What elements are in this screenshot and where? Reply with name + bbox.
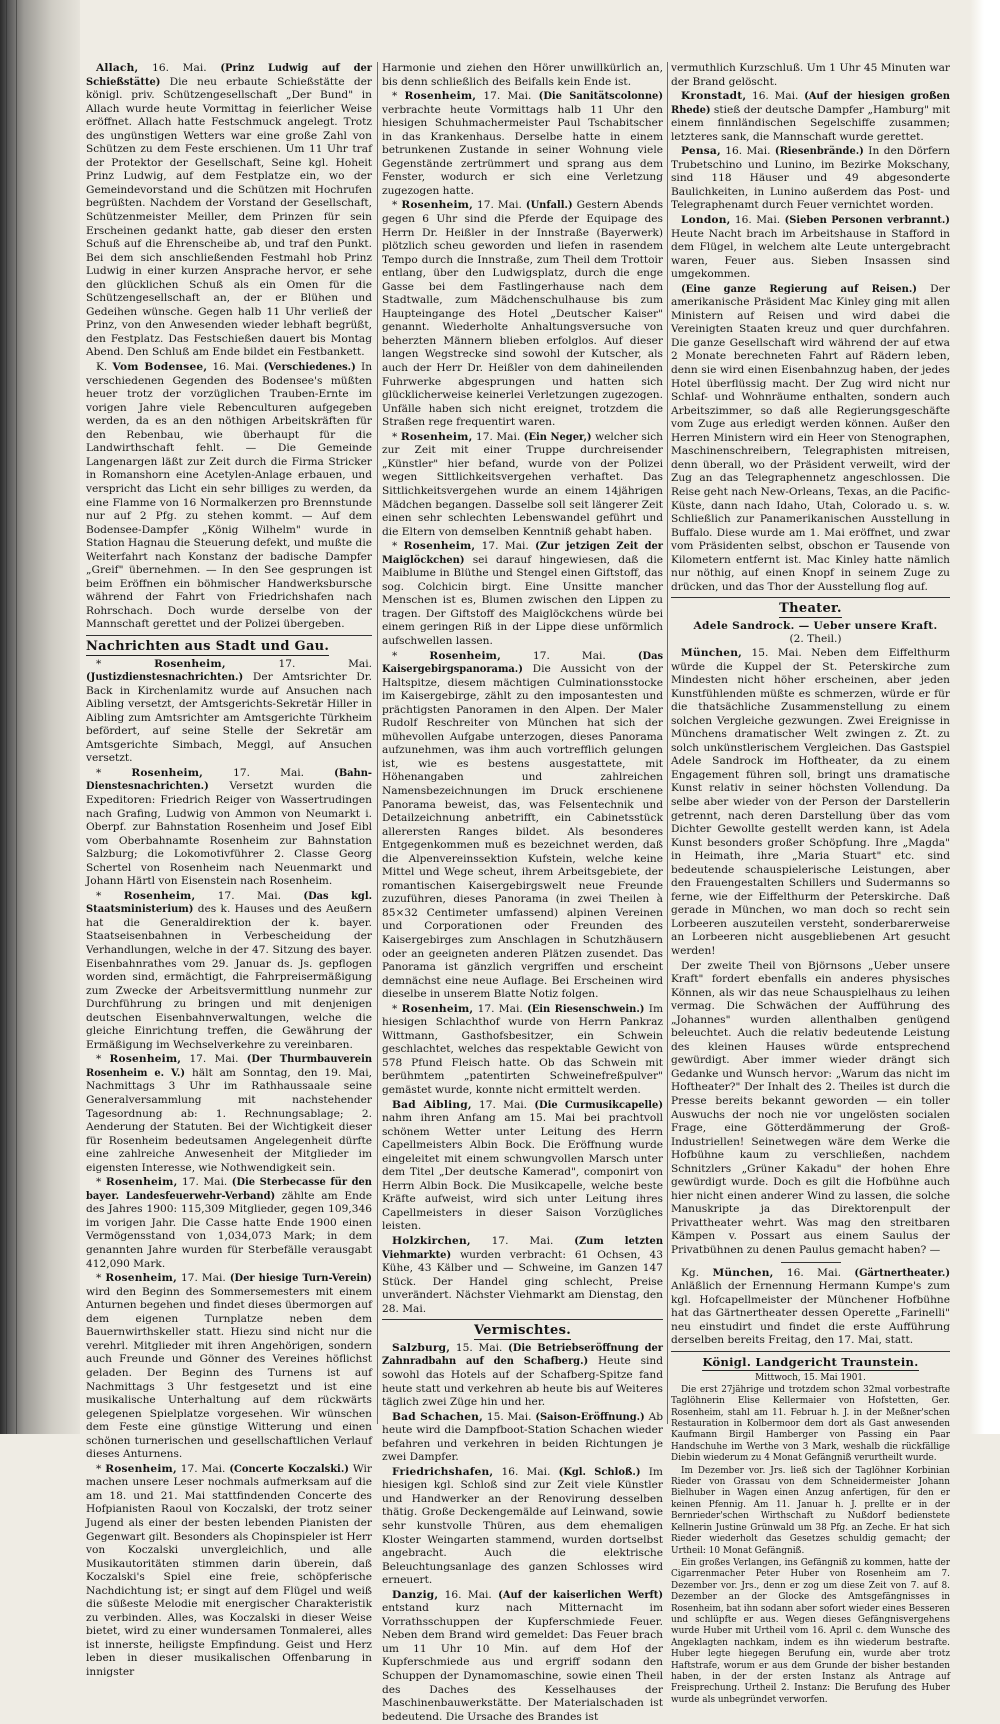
article-theater-muenchen: München, 15. Mai. Neben dem Eiffelthurm würde die Kuppel der St. Peterskirche zum Mindesten nicht höher erscheinen, aber jeden Kunstfühlenden müßte es schmerzen, würde er für die thatsächliche Zusammenstellung zu einem solchen Vergleiche gezwungen. Zwei Ereignisse in Münchens dramatischer Welt zwingen z. Zt. zu solch unkünstlerischem Vergleichen. Das Gastspiel Adele Sandrock im Hoftheater, da zu einem Engagement führen soll, bringt uns dramatische Kunst relativ in seiner höchsten Vollendung. Da selbe aber wieder von der Person der Darstellerin getrennt, nach deren Darstellung über das vom Dichter Gewollte gestellt werden kann, ist Adela Kunst besonders großer Schöpfung. Ihre „Magda" in Heimath, ihre „Maria Stuart" etc. sind bedeutende schauspielerische Leistungen, aber den Frauengestalten Schillers und Sudermanns so ferne, wie der Eiffelthurm der Peterskirche. Daß gerade in München, wo man doch so recht sein Lorbeeren auszuteilen versteht, sonderbarerweise an Lorbeeren nicht ausgebliebenen Art gesucht werden! — [671, 646, 951, 957]
section-heading-theater: Theater. — [779, 601, 842, 617]
article-pensa: Pensa, 16. Mai. (Riesenbrände.) In den Dörfern Trubetschino und Lunino, im Bezirke Mokschany, sind 118 Häuser und 49 abgesonderte Baulichkeiten, in Lunino außerdem das Post- und Telegraphenamt durch Feuer vernichtet worden. — [671, 145, 951, 212]
article-salzburg: Salzburg, 15. Mai. (Die Betriebseröffnung der Zahnradbahn auf den Schafberg.) Heute sind sowohl das Hotels auf der Schafberg-Spitze fand heute statt und verkehren ab heute bis auf Weiteres täglich zwei Züge hin und her. — [382, 1341, 663, 1409]
article-unfall: * Rosenheim, 17. Mai. (Unfall.) Gestern Abends gegen 6 Uhr sind die Pferde der Equipage des Herrn Dr. Heißler in der Innstraße (Bayerwerk) plötzlich scheu geworden und liefen in rasendem Tempo durch die Innstraße, zum Theil dem Trottoir entlang, über den Ludwigsplatz, durch die enge Gasse bei dem Fastlingerhause nach dem Stadtwalle, zum Mädchenschulhause bis zum Haupteingange des Hotel „Deutscher Kaiser" genannt. Wiederholte Anhaltungsversuche von beherzten Männern blieben erfolglos. Auf dieser langen Wegstrecke sind sowohl der Kutscher, als auch der Herr Dr. Heißler von dem dahineilenden Fuhrwerke abgesprungen und hatten sich glücklicherweise keinerlei Verletzungen zugezogen. Unfälle haben sich nicht ereignet, trotzdem die Straßen rege frequentirt waren. — [382, 199, 664, 429]
book-binding-gutter — [0, 0, 80, 1434]
article-gaertnertheater: Kg. München, 16. Mai. (Gärtnertheater.) Anläßlich der Ernennung Hermann Kumpe's zum kgl. Hofcapellmeister der Münchener Hofbühne hat das Gärtnertheater dessen Operette „Farinelli" neu einstudirt und findet die erste Aufführung derselben bereits Freitag, den 17. Mai, statt. — [671, 1266, 951, 1347]
section-heading-landgericht: Königl. Landgericht Traunstein. — [671, 1356, 950, 1372]
section-rule — [86, 635, 372, 636]
article-separator — [781, 1262, 841, 1263]
page-right-margin — [970, 0, 1000, 1434]
court-report: Im Dezember vor. Jrs. ließ sich der Taglöhner Korbinian Rieder von Grassau von dem Schneidermeister Johann Bielhuber in Wagen einen Anzug anfertigen, für den er keinen Pfennig. Am 11. Januar h. J. prellte er in der Bernrieder'schen Wirthschaft zu Nußdorf bedienstete Kellnerin Justine Grünwald um 38 Pfg. an Zeche. Er hat sich Rieder wiederholt das Gesetzes schuldig gemacht; der Urtheil: 10 Monat Gefängniß. — [671, 1465, 950, 1556]
article-friedrichshafen: Friedrichshafen, 16. Mai. (Kgl. Schloß.) Im hiesigen kgl. Schloß sind zur Zeit viele Künstler und Handwerker an der Renovirung desselben thätig. Große Deckengemälde auf Leinwand, sowie sehr kunstvolle Thüren, aus dem ehemaligen Kloster Weingarten stammend, wurden dortselbst angebracht. Auch die elektrische Beleuchtungsanlage des ganzen Schlosses wird erneuert. — [382, 1465, 663, 1587]
article-kronstadt: Kronstadt, 16. Mai. (Auf der hiesigen großen Rhede) stieß der deutsche Dampfer „Hamburg" mit einem finnländischen Segelschiffe zusammen; letzteres sank, die Mannschaft wurde gerettet. — [671, 90, 950, 143]
section-heading-vermischtes: Vermischtes. — [473, 1323, 572, 1339]
article-koczalski: * Rosenheim, 17. Mai. (Concerte Koczalski.) Wir machen unsere Leser nochmals aufmerksam auf die am 18. und 21. Mai stattfindenden Concerte des Hofpianisten Raoul von Koczalski, der trotz seiner Jugend als einer der besten lebenden Pianisten der Gegenwart gilt. Besonders als Chopinspieler ist Herr von Koczalski unvergleichlich, und alle Musikautoritäten stimmen darin überein, daß Koczalski's Spiel eine freie, schöpferische Nachdichtung ist; er singt auf dem Flügel und weiß die süßeste Melodie mit energischer Charakteristik zu verbinden. Alles, was Koczalski in dieser Weise bietet, wird zu einer wundersamen Tonmalerei, alles ist innerste, heiligste Empfindung. Geist und Herz leben in dieser musikalischen Offenbarung in innigster — [86, 1462, 372, 1678]
article-staatsministerium: * Rosenheim, 17. Mai. (Das kgl. Staatsministerium) des k. Hauses und des Aeußern hat die Generaldirektion der k. bayer. Staatseisenbahnen in Verbescheidung der Verhandlungen, welche in der 47. Sitzung des bayer. Eisenbahnrathes vom 29. Januar ds. Js. gepflogen worden sind, ermächtigt, die Fahrpreisermäßigung zum Zwecke der Arbeitsvermittlung nunmehr zur Durchführung zu bringen und mit denjenigen deutschen Eisenbahnverwaltungen, welche die gleiche Einrichtung treffen, die Gewährung der Ermäßigung im Wechselverkehre zu vereinbaren. — [86, 889, 373, 1051]
column-2 — [382, 62, 664, 1723]
article-verhaftung: * Rosenheim, 17. Mai. (Ein Neger,) welcher sich zur Zeit mit einer Truppe durchreisender „Künstler" hier befand, wurde von der Polizei wegen Sittlichkeitsvergehen verhaftet. Das Sittlichkeitsvergehen wurde an einem 14jährigen Mädchen begangen. Dasselbe soll seit längerer Zeit einen sehr schlechten Lebenswandel geführt und die Eltern von demselben Kenntniß gehabt haben. — [382, 430, 663, 538]
article-danzig-continued: vermuthlich Kurzschluß. Um 1 Uhr 45 Minuten war der Brand gelöscht. — [671, 62, 950, 88]
article-panorama: * Rosenheim, 17. Mai. (Das Kaisergebirgspanorama.) Die Aussicht von der Haltspitze, diesem mächtigen Culminationsstocke im Kaisergebirge, zählt zu den imposantesten und prächtigsten Panoramen in den Alpen. Der Maler Rudolf Reschreiter von München hat sich der mühevollen Aufgabe unterzogen, dieses Panorama aufzunehmen, was ihm auch vortrefflich gelungen ist, wie es bestens ausgestattete, mit Höhenangaben und zahlreichen Namensbezeichnungen im Druck erschienene Panorama beweist, das, was Felsentechnik und Detailzeichnung anbetrifft, ein Cabinetsstück allerersten Ranges bildet. Als besonderes Entgegenkommen muß es bezeichnet werden, daß die Alpenvereinssektion Kufstein, welche keine Mittel und Wege scheut, ihrem Arbeitsgebiete, der romantischen Kaisergebirgswelt neue Freunde zuzuführen, dieses Panorama (in zwei Theilen à 85×32 Centimeter umfassend) alpinen Vereinen und Corporationen oder Freunden des Kaisergebirges zum Anschlagen in Schutzhäusern oder an geeigneten anderen Plätzen zusendet. Das Panorama ist gänzlich vergriffen und erscheint demnächst eine neue Auflage. Bei Erscheinen wird dieselbe in unserem Blatte Notiz folgen. — [382, 649, 664, 1001]
article-riesenschwein: * Rosenheim, 17. Mai. (Ein Riesenschwein.) Im hiesigen Schlachthof wurde von Herrn Pankraz Wittmann, Gasthofsbesitzer, ein Schwein geschlachtet, welches das respektable Gewicht von 578 Pfund Fleisch hatte. Ob das Schwein mit berühmtem „patentirten Schweinefreßpulver" gemästet wurde, konnte nicht ermittelt werden. — [382, 1002, 664, 1097]
section-rule — [671, 1351, 950, 1352]
theater-subheading: Adele Sandrock. — Ueber unsere Kraft. — [693, 619, 938, 632]
column-1 — [86, 62, 373, 1678]
court-report: Die erst 27jährige und trotzdem schon 32mal vorbestrafte Taglöhnerin Elise Kellermaier von Hofstetten, Ger. Rosenheim, stahl am 11. Februar h. J. in der Meßner'schen Restauration in Kolbermoor dem dort als Gast anwesenden Kaufmann Birgil Hamberger von Passing ein Paar Handschuhe im Werthe von 3 Mark, weshalb die rückfällige Diebin wiederum zu 4 Monat Gefängniß verurtheilt wurde. — [671, 1384, 950, 1464]
article-holzkirchen: Holzkirchen, 17. Mai. (Zum letzten Viehmarkte) wurden verbracht: 61 Ochsen, 43 Kühe, 43 Kälber und — Schweine, im Ganzen 147 Stück. Der Handel ging schlecht, Preise unverändert. Nächster Viehmarkt am Dienstag, den 28. Mai. — [382, 1235, 663, 1315]
column-rule — [667, 62, 668, 1424]
article-sanitaetscolonne: * Rosenheim, 17. Mai. (Die Sanitätscolonne) verbrachte heute Vormittags halb 11 Uhr den hiesigen Schuhmachermeister Paul Tschabitscher in das Krankenhaus. Derselbe hatte in einem betrunkenen Zustande in seiner Wohnung viele Gegenstände zertrümmert und sprang aus dem Fenster, wodurch er sich eine Verletzung zugezogen hatte. — [382, 90, 663, 197]
column-3 — [671, 62, 951, 1705]
article-maigloeckchen: * Rosenheim, 17. Mai. (Zur jetzigen Zeit der Maiglöckchen) sei darauf hingewiesen, daß die Maiblume in Blüthe und Stengel einen Giftstoff, das sog. Colchicin birgt. Eine Unsitte mancher Menschen ist es, Blumen zwischen den Lippen zu tragen. Der Giftstoff des Maiglöckchens würde bei einem geringen Riß in der Lippe diese unförmlich aufschwellen lassen. — [382, 540, 664, 647]
article-sterbecasse: * Rosenheim, 17. Mai. (Die Sterbecasse für den bayer. Landesfeuerwehr-Verband) zählte am Ende des Jahres 1900: 115,309 Mitglieder, gegen 109,346 im vorigen Jahr. Die Casse hatte Ende 1900 einen Vermögensstand von 1,034,073 Mark; in dem genannten Jahre wurden für Sterbefälle verausgabt 412,090 Mark. — [86, 1176, 372, 1270]
binding-edge-line — [6, 0, 7, 1434]
article-regierung-reisen: (Eine ganze Regierung auf Reisen.) Der amerikanische Präsident Mac Kinley ging mit allen Ministern auf Reisen und wird dabei die Vereinigten Staaten kreuz und quer durchfahren. Die ganze Gesellschaft wird während der auf etwa 2 Monate berechneten Fahrt auf Rädern leben, denn sie wird einen Eisenbahnzug haben, der jedes Hotel überflüssig macht. Der Zug wird nicht nur Schlaf- und Wohnräume enthalten, sondern auch Arbeitszimmer, so daß alle Regierungsgeschäfte vom Zuge aus erledigt werden können. Außer den Herren Ministern wird ein Heer von Stenographen, Maschinenschreibern, Telegraphisten mitreisen, denn überall, wo der Präsident verweilt, wird der Zug an das Telegraphennetz angeschlossen. Die Reise geht nach New-Orleans, Texas, an die Pacific-Küste, dann nach Idaho, Utah, Colorado u. s. w. Schließlich zur Panamerikanischen Ausstellung in Buffalo. Diese wurde am 1. Mai eröffnet, und zwar vom Präsidenten selbst, obschon er Tausende von Kilometern entfernt ist. Mac Kinley hatte nämlich nur nöthig, auf einen Knopf in seinem Zuge zu drücken, und das Thor der Ausstellung flog auf. — [671, 282, 950, 593]
section-heading-local-news: Nachrichten aus Stadt und Gau. — [86, 638, 330, 654]
article-allach: Allach, 16. Mai. (Prinz Ludwig auf der Schießstätte) Die neu erbaute Schießstätte der königl. priv. Schützengesellschaft „Der Bund" in Allach wurde heute Vormittag in feierlicher Weise eröffnet. Allach hatte Festschmuck angelegt. Trotz des ungünstigen Wetters war eine große Zahl von Schützen zu dem Feste erschienen. Um 11 Uhr traf der Protektor der Gesellschaft, Seine kgl. Hoheit Prinz Ludwig, auf dem Festplatze ein, wo der Gemeindevorstand und die Schützen mit Hochrufen begrüßten. Nachdem der Vorstand der Gesellschaft, Schützenmeister Meiller, dem Prinzen für sein Erscheinen gedankt hatte, gab dieser den ersten Schuß auf die Ehrenscheibe ab, und traf den Punkt. Bei dem sich anschließenden Festmahl hob Prinz Ludwig in einer kurzen Ansprache hervor, er sehe den glücklichen Schuß als ein Omen für die Schützengesellschaft an, der er Blühen und Gedeihen wünsche. Gegen halb 11 Uhr verließ der Prinz, von den Anwesenden wieder lebhaft begrüßt, den Festplatz. Das Festschießen dauert bis Montag Abend. Den Schluß am Ende bildet ein Festbankett. — [86, 62, 372, 359]
section-rule — [382, 1319, 663, 1320]
column-rule — [377, 62, 378, 1424]
article-london: London, 16. Mai. (Sieben Personen verbrannt.) Heute Nacht brach im Arbeitshause in Stafford in dem Flügel, in welchem alte Leute untergebracht waren, Feuer aus. Sieben Insassen sind umgekommen. — [671, 214, 950, 281]
article-bad-schachen: Bad Schachen, 15. Mai. (Saison-Eröffnung.) Ab heute wird die Dampfboot-Station Schachen wieder befahren und verkehren in beiden Richtungen je zwei Dampfer. — [382, 1410, 664, 1464]
article-bad-aibling: Bad Aibling, 17. Mai. (Die Curmusikcapelle) nahm ihren Anfang am 15. Mai bei prachtvoll schönem Wetter unter Leitung des Herrn Capellmeisters Albin Bock. Die Eröffnung wurde eingeleitet mit einem schwungvollen Marsch unter dem Titel „Der deutsche Kamerad", componirt von Herrn Albin Bock. Die Musikcapelle, welche beste Kräfte aufweist, wird sich unter Leitung ihres Capellmeisters in dieser Saison Vorzügliches leisten. — [382, 1098, 664, 1233]
court-report: Ein großes Verlangen, ins Gefängniß zu kommen, hatte der Cigarrenmacher Peter Huber von Rosenheim am 7. Dezember vor. Jrs., denn er zog um diese Zeit von 7. auf 8. Dezember an der Glocke des Amtsgefängnisses in Rosenheim, bat ihn sodann aber sofort wieder eines Besseren und schlüpfte er aus. Wegen dieses Gefängnisvergehens wurde Huber mit Urtheil vom 16. April c. dem Wunsche des Angeklagten nachkam, indem es ihn wiederum bestrafte. Huber legte hiegegen Berufung ein, wurde aber trotz Haftstrafe, worum er aus dem Grunde der bisher bestanden haben, in der der ersten Instanz als Antrage auf Freisprechung. Urtheil 2. Instanz: Die Berufung des Huber wurde als unbegründet verworfen. — [671, 1557, 950, 1705]
article-danzig: Danzig, 16. Mai. (Auf der kaiserlichen Werft) entstand kurz nach Mitternacht im Vorrathsschuppen der Kupferschmiede Feuer. Neben dem Brand wird gemeldet: Das Feuer brach um 11 Uhr 10 Min. auf dem Hof der Kupferschmiede aus und ergriff sodann den Schuppen der Dynamomaschine, sowie einen Theil des Daches des Kesselhauses der Maschinenbauwerkstätte. Der Materialschaden ist bedeutend. Die Ursache des Brandes ist — [382, 1588, 663, 1723]
court-reports — [671, 1385, 950, 1706]
article-bodensee: K. Vom Bodensee, 16. Mai. (Verschiedenes.) In verschiedenen Gegenden des Bodensee's müßten heuer trotz der vorzüglichen Trauben-Ernte im vorigen Jahre viele Rebenculturen aufgegeben werden, da es an den nöthigen Arbeitskräften für den Rebenbau, wie überhaupt für die Landwirthschaft fehlt. — Die Gemeinde Langenargen läßt zur Zeit durch die Firma Stricker in Romanshorn eine Acetylen-Anlage erbauen, und verspricht das Licht ein sehr billiges zu werden, da eine Flamme von 16 Normalkerzen pro Brennstunde nur auf 2 Pfg. zu stehen kommt. — Auf dem Bodensee-Dampfer „König Wilhelm" wurde in Station Hagnau die Steuerung defekt, und mußte die Weiterfahrt nach Konstanz der badische Dampfer „Greif" übernehmen. — In den See gesprungen ist beim Eröffnen ein böhmischer Handwerksbursche während der Fahrt von Friedrichshafen nach Rohrschach. Doch wurde derselbe von der Mannschaft gerettet und der Polizei übergeben. — [86, 361, 373, 631]
section-rule — [671, 597, 950, 598]
article-turnverein: * Rosenheim, 17. Mai. (Der hiesige Turn-Verein) wird den Beginn des Sommersemesters mit einem Anturnen begehen und findet dieses übermorgen auf dem eigenen Turnplatze neben dem Bauernwirthskeller statt. Hiezu sind nicht nur die verehrl. Mitglieder mit ihren Angehörigen, sondern auch Freunde und Gönner des Vereines höflichst geladen. Der Beginn des Turnens ist auf Nachmittags 3 Uhr festgesetzt und ist eine musikalische Unterhaltung auf dem rückwärts gelegenen Spielplatze vorgesehen. Wir wünschen dem Feste eine günstige Witterung und einen schönen turnerischen und gesellschaftlichen Verlauf dieses Anturnens. — [86, 1272, 372, 1461]
article-bahn: * Rosenheim, 17. Mai. (Bahn-Dienstesnachrichten.) Versetzt wurden die Expeditoren: Friedrich Reiger von Wassertrudingen nach Grafing, Ludwig von Ammon von Neumarkt i. Oberpf. zur Bahnstation Rosenheim und Josef Eibl vom Oberbahnamte Rosenheim zur Bahnstation Salzburg; die Lokomotivführer 2. Classe Georg Schertel von Rosenheim nach Neuenmarkt und Johann Härtl von Eisenstein nach Rosenheim. — [86, 766, 373, 888]
article-thurmbauverein: * Rosenheim, 17. Mai. (Der Thurmbauverein Rosenheim e. V.) hält am Sonntag, den 19. Mai, Nachmittags 3 Uhr im Rathhaussaale seine Generalversammlung mit nachstehender Tagesordnung ab: 1. Rechnungsablage; 2. Aenderung der Statuten. Bei der Wichtigkeit dieser für Rosenheim bedeutsamen Angelegenheit dürfte eine zahlreiche Anwesenheit der Mitglieder im eigensten Interesse, wie Nothwendigkeit sein. — [86, 1053, 373, 1174]
theater-subheading-part: (2. Theil.) — [789, 633, 842, 646]
article-koczalski-continued: Harmonie und ziehen den Hörer unwillkürlich an, bis denn schließlich des Beifalls kein Ende ist. — [382, 62, 663, 88]
court-session-date: Mittwoch, 15. Mai 1901. — [755, 1373, 866, 1384]
article-theater-continued: Der zweite Theil von Björnsons „Ueber unsere Kraft" fordert ebenfalls ein anderes physisches Können, als wir das neue Schauspielhaus zu leihen vermag. Die Schwächen der Aufführung des „Johannes" wurden allenthalben genügend beleuchtet. Auch die relativ bedeutende Leistung des kleinen Hauses würde entsprechend gewürdigt. Aber immer wieder drängt sich Gedanke und Wunsch hervor: „Warum das nicht im Hoftheater?" Der Inhalt des 2. Theiles ist durch die Presse bereits bekannt geworden — ein toller Auswuchs der noch nie vor ungelösten socialen Frage, eine Götterdämmerung der Groß-Industriellen! Seinetwegen wäre dem Werke die Hofbühne kaum zu verschließen, nachdem Schnitzlers „Grüner Kakadu" der hohen Ehre gewürdigt wurde. Doch es gilt die Hofbühne auch hier nicht einen anderer Wind zu lassen, die solche Manuskripte ja das Direktorenpult der Privattheater wehrt. Was mag den streitbaren Kämpen v. Possart aus einem Saulus der Privatbühnen zu denen Paulus gemacht haben? — — [671, 959, 950, 1257]
binding-edge-line — [16, 0, 17, 1434]
article-justiz: * Rosenheim, 17. Mai. (Justizdienstesnachrichten.) Der Amtsrichter Dr. Back in Kirchenlamitz wurde auf Ansuchen nach Aibling versetzt, der Amtsgerichts-Sekretär Hiller in Aibling zum Amtsrichter am Amtsgerichte Türkheim befördert, auf seine Stelle der Sekretär am Amtsgerichte Simbach, Meggl, auf Ansuchen versetzt. — [86, 657, 373, 765]
